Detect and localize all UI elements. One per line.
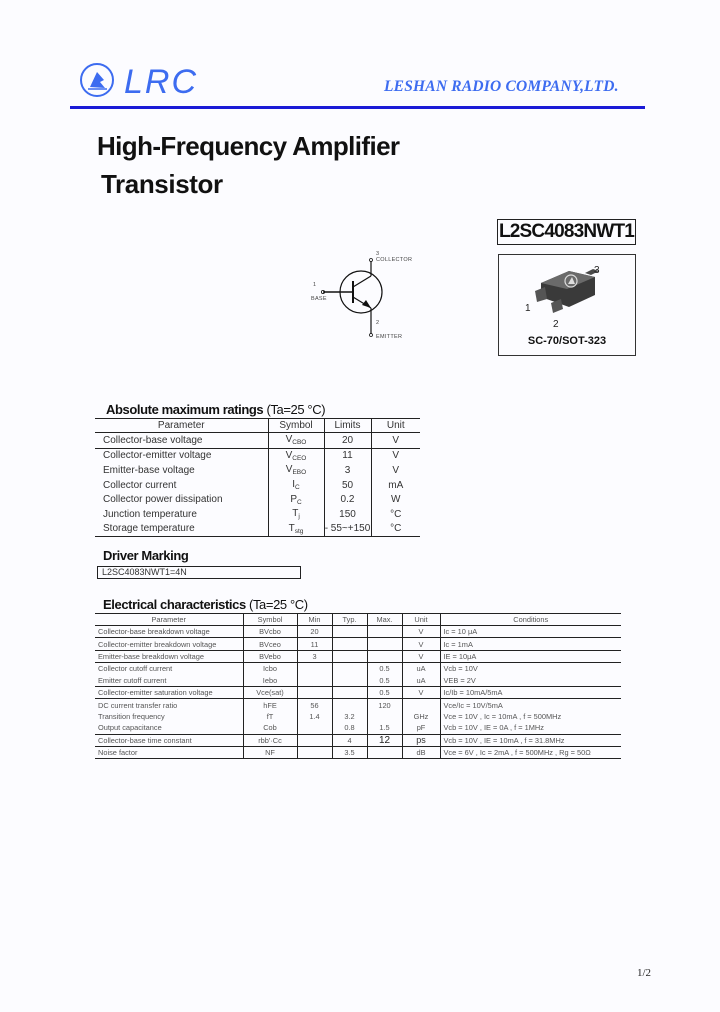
symbol-sub: j — [298, 513, 300, 521]
param-cell: Collector-emitter saturation voltage — [95, 686, 243, 698]
symbol-cell: fT — [243, 711, 297, 722]
col-header: Limits — [324, 419, 371, 433]
symbol-sub: CEO — [292, 454, 307, 462]
symbol-cell — [268, 433, 324, 449]
unit-cell: uA — [402, 663, 440, 675]
min-cell — [297, 663, 332, 675]
max-cell: 12 — [367, 734, 402, 746]
symbol: T — [292, 508, 299, 520]
symbol-sub: C — [295, 484, 300, 492]
param-cell: Collector-base voltage — [95, 433, 268, 449]
param-cell: Collector cutoff current — [98, 664, 173, 674]
typ-cell — [332, 650, 367, 662]
company-name: LESHAN RADIO COMPANY,LTD. — [384, 78, 619, 95]
symbol-sub: CBO — [292, 439, 307, 447]
param-cell: Emitter-base breakdown voltage — [95, 650, 243, 662]
limit-cell: 0.2 — [324, 492, 371, 507]
symbol-cell: Cob — [243, 722, 297, 734]
typ-cell — [332, 638, 367, 650]
conditions-cell: Vcb = 10V — [440, 663, 621, 675]
unit-cell: ps — [402, 734, 440, 746]
page-title-line2: Transistor — [101, 169, 223, 199]
param-cell: Collector-emitter breakdown voltage — [95, 638, 243, 650]
page-title-line1: High-Frequency Amplifier — [97, 131, 400, 161]
table-row — [95, 463, 420, 478]
col-header: Parameter — [95, 419, 268, 433]
table-row — [95, 638, 621, 650]
package-image-icon — [499, 255, 635, 333]
min-cell — [297, 686, 332, 698]
symbol-sub: C — [296, 498, 302, 506]
min-cell — [297, 746, 332, 758]
min-cell: 3 — [297, 650, 332, 662]
symbol-cell — [268, 522, 324, 537]
max-cell — [367, 626, 402, 638]
param-cell: Emitter cutoff current — [95, 675, 243, 687]
table-row — [95, 433, 420, 449]
symbol: T — [288, 522, 295, 534]
symbol-cell: Vce(sat) — [243, 686, 297, 698]
symbol: P — [290, 493, 297, 505]
symbol-cell: NF — [243, 746, 297, 758]
table-row — [95, 448, 420, 463]
symbol-cell: BVcbo — [243, 626, 297, 638]
symbol-cell: Icbo — [243, 663, 297, 675]
table-row — [95, 663, 621, 675]
param-cell: Collector power dissipation — [103, 494, 223, 506]
table-row — [95, 626, 621, 638]
unit-cell: GHz — [402, 711, 440, 722]
symbol: V — [285, 449, 293, 461]
symbol-cell — [268, 463, 324, 478]
conditions-cell: Vce/Ic = 10V/5mA — [440, 699, 621, 711]
unit-cell: mA — [371, 478, 420, 493]
min-cell: 20 — [297, 626, 332, 638]
conditions-cell: Ic = 1mA — [440, 638, 621, 650]
param-cell: Collector current — [103, 479, 177, 491]
min-cell — [297, 675, 332, 687]
unit-cell: V — [402, 650, 440, 662]
limit-cell: 20 — [324, 433, 371, 449]
param-cell: Collector-base time constant — [95, 734, 243, 746]
conditions-cell: IE = 10μA — [440, 650, 621, 662]
symbol-sub: stg — [294, 527, 304, 535]
symbol: V — [285, 464, 293, 476]
unit-cell: V — [402, 626, 440, 638]
transistor-schematic — [300, 248, 450, 348]
param-cell: Junction temperature — [103, 508, 197, 520]
unit-cell: pF — [402, 722, 440, 734]
electrical-table — [95, 613, 621, 759]
pin-3-label: 3 — [594, 265, 600, 276]
min-cell — [297, 722, 332, 734]
pin-2-label: 2 — [553, 319, 559, 330]
table-row — [95, 522, 420, 537]
param-cell: Collector-emitter voltage — [103, 450, 212, 462]
conditions-cell: Vce = 10V , Ic = 10mA , f = 500MHz — [440, 711, 621, 722]
limit-cell: 50 — [324, 478, 371, 493]
page-number: 1/2 — [637, 967, 652, 979]
param-cell: Storage temperature — [95, 522, 268, 537]
symbol-cell — [268, 448, 324, 463]
symbol-cell: BVebo — [243, 650, 297, 662]
symbol-cell: hFE — [243, 699, 297, 711]
symbol: V — [285, 434, 293, 446]
table-row — [95, 711, 621, 722]
max-cell — [367, 746, 402, 758]
unit-cell: V — [371, 463, 420, 478]
base-label: BASE — [311, 296, 327, 302]
table-row — [95, 686, 621, 698]
unit-cell: °C — [371, 522, 420, 537]
typ-cell — [332, 626, 367, 638]
abs-max-title — [106, 402, 325, 417]
typ-cell — [332, 699, 367, 711]
param-cell: Emitter-base voltage — [103, 464, 195, 476]
abs-max-condition: (Ta=25 °C) — [266, 402, 326, 417]
conditions-cell: Ic/Ib = 10mA/5mA — [440, 686, 621, 698]
table-row — [95, 699, 621, 711]
typ-cell — [332, 686, 367, 698]
max-cell — [367, 650, 402, 662]
electrical-title-text: Electrical characteristics — [103, 597, 246, 612]
logo-icon — [80, 63, 114, 97]
symbol: I — [292, 479, 296, 491]
table-row — [95, 675, 621, 687]
symbol-sub: EBO — [292, 469, 307, 477]
max-cell: 0.5 — [367, 686, 402, 698]
max-cell: 0.5 — [367, 675, 402, 687]
typ-cell — [332, 675, 367, 687]
symbol-cell — [268, 507, 324, 522]
limit-cell: 3 — [324, 463, 371, 478]
param-cell: Collector-base breakdown voltage — [95, 626, 243, 638]
typ-cell — [332, 663, 367, 675]
typ-cell: 3.2 — [332, 711, 367, 722]
limit-cell: 11 — [324, 448, 371, 463]
conditions-cell: VEB = 2V — [440, 675, 621, 687]
col-header: Parameter — [95, 614, 243, 626]
col-header: Max. — [367, 614, 402, 626]
marking-title: Driver Marking — [103, 548, 189, 563]
pin-1-label: 1 — [525, 303, 531, 314]
electrical-condition: (Ta=25 °C) — [249, 597, 308, 612]
unit-cell: dB — [402, 746, 440, 758]
param-cell: Transition frequency — [98, 711, 165, 721]
package-label: SC-70/SOT-323 — [527, 335, 607, 347]
emitter-label: EMITTER — [376, 334, 403, 340]
col-header: Min — [297, 614, 332, 626]
conditions-cell: Vce = 6V , Ic = 2mA , f = 500MHz , Rg = 50Ω — [440, 746, 621, 758]
emitter-pin-number: 2 — [376, 320, 380, 326]
col-header: Typ. — [332, 614, 367, 626]
col-header: Unit — [371, 419, 420, 433]
symbol-cell: rbb'·Cc — [243, 734, 297, 746]
unit-cell: V — [371, 433, 420, 449]
table-row — [95, 722, 621, 734]
conditions-cell: Vcb = 10V , IE = 10mA , f = 31.8MHz — [440, 734, 621, 746]
min-cell: 11 — [297, 638, 332, 650]
conditions-cell: Ic = 10 μA — [440, 626, 621, 638]
param-cell: Noise factor — [95, 746, 243, 758]
min-cell: 1.4 — [297, 711, 332, 722]
conditions-cell: Vcb = 10V , IE = 0A , f = 1MHz — [440, 722, 621, 734]
table-row — [95, 478, 420, 493]
col-header: Conditions — [440, 614, 621, 626]
table-row — [95, 492, 420, 507]
unit-cell — [402, 699, 440, 711]
max-cell: 0.5 — [367, 663, 402, 675]
table-row — [95, 734, 621, 746]
limit-cell: 150 — [324, 507, 371, 522]
electrical-title — [103, 597, 308, 612]
symbol-cell — [268, 492, 324, 507]
table-row — [95, 650, 621, 662]
max-cell — [367, 711, 402, 722]
unit-cell: °C — [371, 507, 420, 522]
unit-cell: W — [371, 492, 420, 507]
unit-cell: V — [402, 638, 440, 650]
param-cell: DC current transfer ratio — [98, 700, 178, 710]
package-box — [498, 254, 636, 356]
unit-cell: V — [402, 686, 440, 698]
typ-cell: 0.8 — [332, 722, 367, 734]
part-number: L2SC4083NWT1 — [497, 219, 636, 245]
symbol-cell: Iebo — [243, 675, 297, 687]
param-cell: Output capacitance — [95, 722, 243, 734]
min-cell — [297, 734, 332, 746]
collector-label: COLLECTOR — [376, 257, 413, 263]
collector-pin-number: 3 — [376, 251, 380, 257]
logo-text: LRC — [124, 63, 199, 101]
max-cell: 120 — [367, 699, 402, 711]
unit-cell: uA — [402, 675, 440, 687]
col-header: Symbol — [268, 419, 324, 433]
abs-max-table — [95, 418, 420, 537]
limit-cell: - 55~+150 — [324, 522, 371, 537]
symbol-cell: BVceo — [243, 638, 297, 650]
typ-cell: 4 — [332, 734, 367, 746]
table-row — [95, 746, 621, 758]
table-row — [95, 507, 420, 522]
max-cell — [367, 638, 402, 650]
col-header: Unit — [402, 614, 440, 626]
min-cell: 56 — [297, 699, 332, 711]
symbol-cell — [268, 478, 324, 493]
base-pin-number: 1 — [313, 282, 317, 288]
header-divider — [70, 106, 645, 109]
unit-cell: V — [371, 448, 420, 463]
marking-value: L2SC4083NWT1=4N — [97, 566, 301, 579]
typ-cell: 3.5 — [332, 746, 367, 758]
max-cell: 1.5 — [367, 722, 402, 734]
abs-max-title-text: Absolute maximum ratings — [106, 402, 264, 417]
col-header: Symbol — [243, 614, 297, 626]
